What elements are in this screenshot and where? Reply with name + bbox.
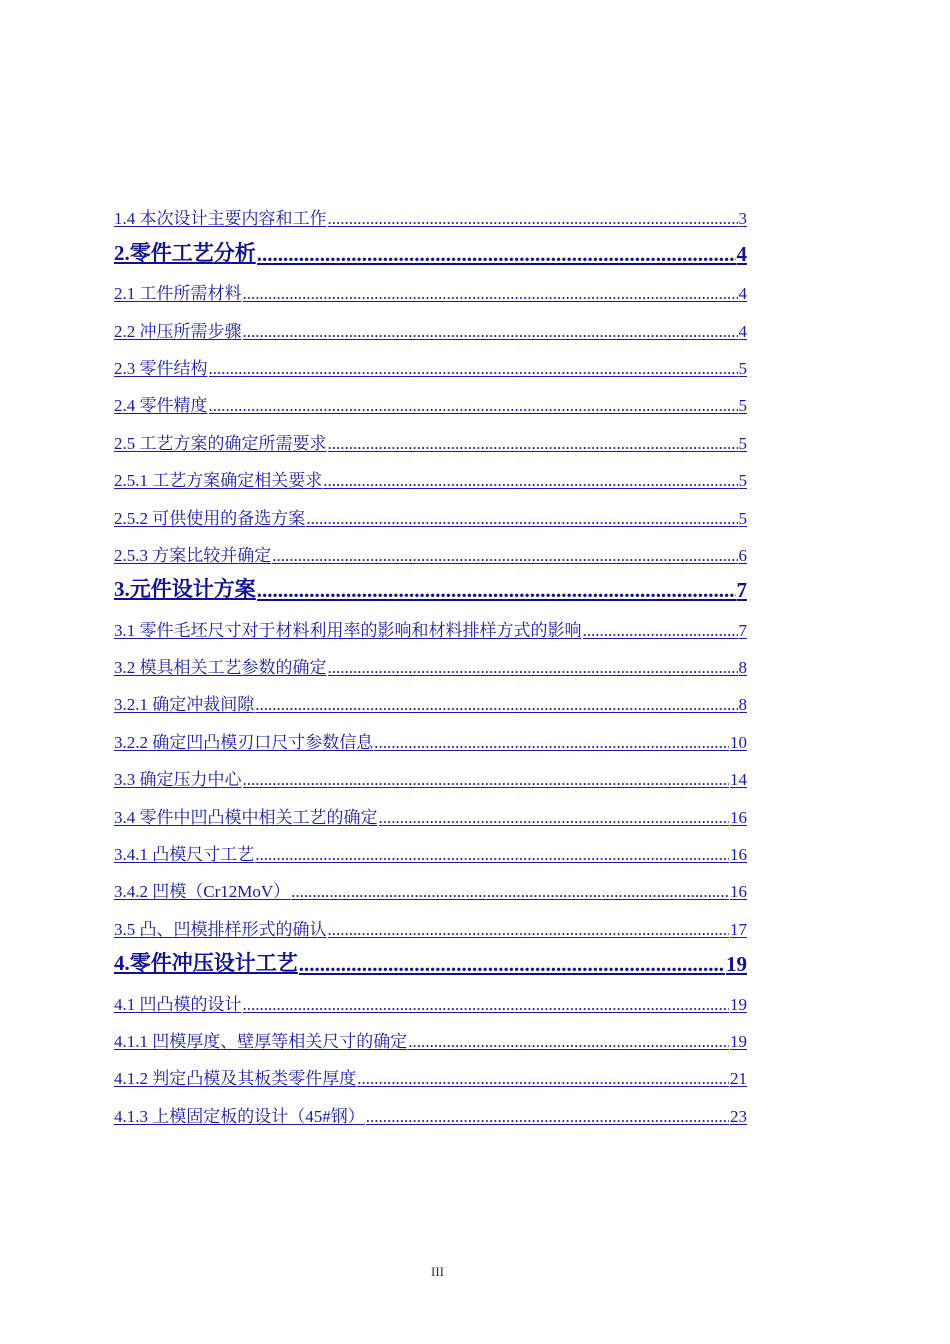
toc-dot-leader bbox=[328, 920, 730, 940]
toc-entry-page-number: 8 bbox=[738, 695, 747, 715]
toc-dot-leader bbox=[291, 882, 729, 902]
toc-entry-page-number: 5 bbox=[738, 508, 747, 528]
toc-entry-page-number: 23 bbox=[730, 1106, 747, 1126]
toc-dot-leader bbox=[328, 434, 738, 454]
toc-entry-title: 4.1.1 凹模厚度、壁厚等相关尺寸的确定 bbox=[114, 1031, 408, 1051]
toc-dot-leader bbox=[366, 1107, 729, 1127]
toc-section-link[interactable] bbox=[114, 537, 747, 574]
toc-entry-page-number: 4 bbox=[736, 241, 747, 266]
toc-entry-title: 1.4 本次设计主要内容和工作 bbox=[114, 209, 327, 229]
toc-dot-leader bbox=[408, 1032, 729, 1052]
toc-entry-page-number: 16 bbox=[730, 882, 747, 902]
toc-entry-page-number: 17 bbox=[730, 919, 747, 939]
toc-section-link[interactable] bbox=[114, 387, 747, 424]
toc-entry-page-number: 21 bbox=[730, 1069, 747, 1089]
toc-dot-leader bbox=[323, 471, 737, 491]
toc-dot-leader bbox=[243, 322, 738, 342]
toc-entry-title: 2.4 零件精度 bbox=[114, 396, 208, 416]
toc-dot-leader bbox=[243, 995, 730, 1015]
toc-section-link[interactable] bbox=[114, 424, 747, 461]
toc-entry-title: 3.元件设计方案 bbox=[114, 577, 256, 602]
toc-dot-leader bbox=[209, 359, 738, 379]
toc-entry-title: 3.4 零件中凹凸模中相关工艺的确定 bbox=[114, 807, 378, 827]
toc-section-link[interactable] bbox=[114, 686, 747, 723]
toc-section-link[interactable] bbox=[114, 910, 747, 947]
toc-entry-page-number: 5 bbox=[738, 433, 747, 453]
toc-entry-title: 4.1.2 判定凸模及其板类零件厚度 bbox=[114, 1069, 357, 1089]
toc-dot-leader bbox=[243, 770, 730, 790]
toc-entry-page-number: 19 bbox=[726, 952, 747, 977]
toc-dot-leader bbox=[209, 396, 738, 416]
toc-entry-title: 2.5.2 可供使用的备选方案 bbox=[114, 508, 306, 528]
toc-dot-leader bbox=[583, 621, 738, 641]
toc-section-link[interactable] bbox=[114, 1023, 747, 1060]
toc-entry-title: 3.4.2 凹模（Cr12MoV） bbox=[114, 882, 291, 902]
toc-section-link[interactable] bbox=[114, 649, 747, 686]
toc-dot-leader bbox=[306, 509, 737, 529]
toc-entry-page-number: 5 bbox=[738, 471, 747, 491]
toc-entry-title: 2.5.1 工艺方案确定相关要求 bbox=[114, 471, 323, 491]
toc-dot-leader bbox=[272, 546, 737, 566]
toc-entry-title: 2.5.3 方案比较并确定 bbox=[114, 545, 272, 565]
toc-entry-page-number: 10 bbox=[730, 732, 747, 752]
toc-dot-leader bbox=[357, 1069, 729, 1089]
toc-entry-page-number: 19 bbox=[730, 1031, 747, 1051]
toc-entry-page-number: 19 bbox=[730, 994, 747, 1014]
toc-entry-page-number: 5 bbox=[738, 396, 747, 416]
toc-entry-page-number: 7 bbox=[736, 578, 747, 603]
toc-section-link[interactable] bbox=[114, 312, 747, 349]
toc-dot-leader bbox=[255, 695, 737, 715]
toc-chapter-link[interactable] bbox=[114, 574, 747, 611]
toc-dot-leader bbox=[299, 952, 725, 977]
toc-dot-leader bbox=[379, 808, 730, 828]
toc-entry-title: 2.零件工艺分析 bbox=[114, 240, 256, 265]
toc-section-link[interactable] bbox=[114, 200, 747, 237]
toc-entry-page-number: 14 bbox=[730, 770, 747, 790]
toc-section-link[interactable] bbox=[114, 836, 747, 873]
toc-section-link[interactable] bbox=[114, 499, 747, 536]
toc-entry-page-number: 6 bbox=[738, 545, 747, 565]
toc-entry-title: 3.2 模具相关工艺参数的确定 bbox=[114, 658, 327, 678]
toc-entry-page-number: 4 bbox=[738, 321, 747, 341]
toc-section-link[interactable] bbox=[114, 1097, 747, 1134]
toc-entry-page-number: 7 bbox=[738, 620, 747, 640]
toc-dot-leader bbox=[257, 242, 736, 267]
toc-section-link[interactable] bbox=[114, 873, 747, 910]
toc-entry-title: 4.1 凹凸模的设计 bbox=[114, 994, 242, 1014]
toc-chapter-link[interactable] bbox=[114, 237, 747, 274]
toc-chapter-link[interactable] bbox=[114, 948, 747, 985]
toc-entry-title: 3.4.1 凸模尺寸工艺 bbox=[114, 845, 255, 865]
toc-entry-title: 3.2.1 确定冲裁间隙 bbox=[114, 695, 255, 715]
toc-section-link[interactable] bbox=[114, 350, 747, 387]
toc-entry-page-number: 3 bbox=[738, 209, 747, 229]
toc-section-link[interactable] bbox=[114, 462, 747, 499]
toc-section-link[interactable] bbox=[114, 798, 747, 835]
toc-section-link[interactable] bbox=[114, 1060, 747, 1097]
toc-entry-page-number: 5 bbox=[738, 358, 747, 378]
toc-entry-title: 2.3 零件结构 bbox=[114, 358, 208, 378]
toc-entry-title: 3.2.2 确定凹凸模刃口尺寸参数信息 bbox=[114, 732, 374, 752]
toc-section-link[interactable] bbox=[114, 985, 747, 1022]
toc-section-link[interactable] bbox=[114, 723, 747, 760]
toc-entry-title: 2.1 工件所需材料 bbox=[114, 284, 242, 304]
toc-entry-page-number: 16 bbox=[730, 807, 747, 827]
toc-entry-page-number: 4 bbox=[738, 284, 747, 304]
toc-entry-title: 4.1.3 上模固定板的设计（45#钢） bbox=[114, 1106, 365, 1126]
toc-entry-title: 3.3 确定压力中心 bbox=[114, 770, 242, 790]
toc-dot-leader bbox=[374, 733, 729, 753]
toc-entry-title: 2.2 冲压所需步骤 bbox=[114, 321, 242, 341]
table-of-contents bbox=[114, 200, 747, 1135]
toc-section-link[interactable] bbox=[114, 761, 747, 798]
toc-entry-title: 3.5 凸、凹模排样形式的确认 bbox=[114, 919, 327, 939]
toc-entry-title: 3.1 零件毛坯尺寸对于材料利用率的影响和材料排样方式的影响 bbox=[114, 620, 582, 640]
toc-section-link[interactable] bbox=[114, 275, 747, 312]
toc-entry-title: 2.5 工艺方案的确定所需要求 bbox=[114, 433, 327, 453]
toc-entry-title: 4.零件冲压设计工艺 bbox=[114, 951, 298, 976]
page-number-footer: III bbox=[431, 1264, 444, 1279]
toc-dot-leader bbox=[328, 209, 738, 229]
toc-dot-leader bbox=[255, 845, 729, 865]
toc-entry-page-number: 16 bbox=[730, 845, 747, 865]
toc-dot-leader bbox=[328, 658, 738, 678]
toc-dot-leader bbox=[243, 284, 738, 304]
toc-entry-page-number: 8 bbox=[738, 658, 747, 678]
toc-section-link[interactable] bbox=[114, 611, 747, 648]
toc-dot-leader bbox=[257, 578, 736, 603]
